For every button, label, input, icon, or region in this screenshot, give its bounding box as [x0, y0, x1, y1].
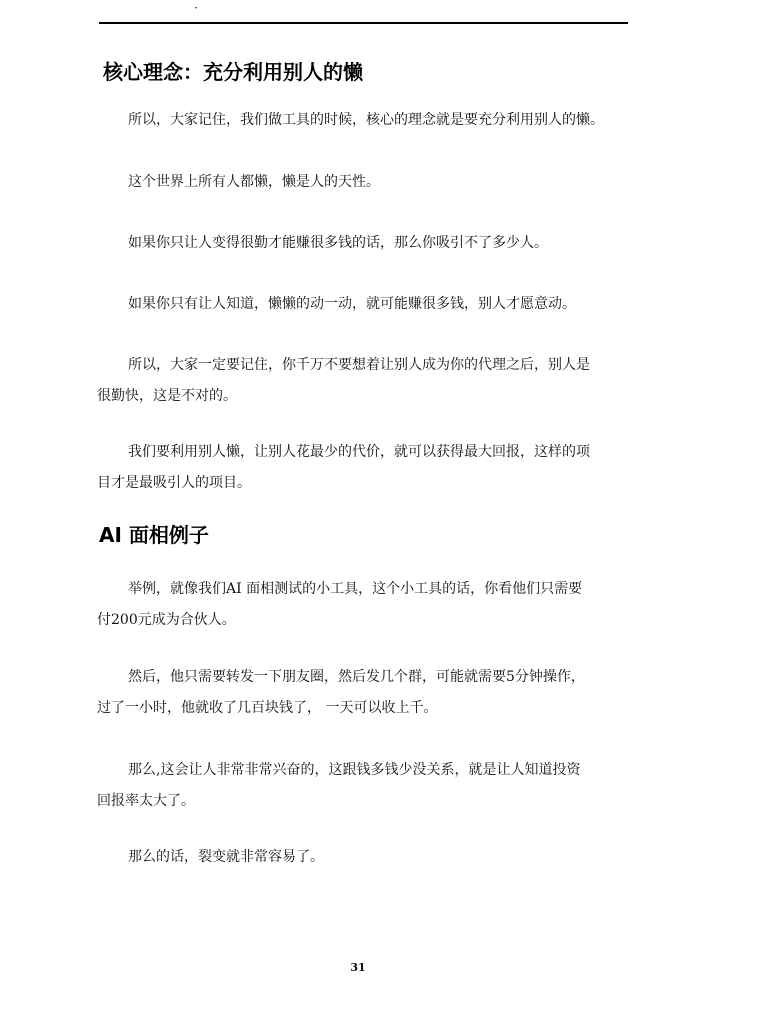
paragraph [97, 167, 630, 198]
paragraph-line: 这个世界上所有人都懒，懒是人的天性。 [128, 174, 380, 190]
paragraph-line: 如果你只让人变得很勤才能赚很多钱的话，那么你吸引不了多少人。 [128, 235, 548, 251]
paragraph-line: 过了一小时，他就收了几百块钱了， 一天可以收上千。 [97, 700, 438, 716]
paragraph [97, 842, 630, 873]
paragraph-line: 那么,这会让人非常非常兴奋的，这跟钱多钱少没关系，就是让人知道投资 [128, 762, 581, 778]
paragraph [97, 437, 630, 499]
section-heading-ai-example: AI 面相例子 [99, 523, 209, 547]
paragraph-line: 然后，他只需要转发一下朋友圈，然后发几个群，可能就需要5分钟操作， [128, 669, 585, 685]
paragraph [97, 662, 630, 724]
paragraph-line: 那么的话，裂变就非常容易了。 [128, 849, 324, 865]
paragraph-line: 举例，就像我们AI 面相测试的小工具，这个小工具的话，你看他们只需要 [128, 581, 583, 597]
paragraph-line: 我们要利用别人懒，让别人花最少的代价，就可以获得最大回报，这样的项 [128, 444, 590, 460]
paragraph [97, 755, 630, 817]
paragraph [97, 350, 630, 412]
header-rule [99, 22, 628, 24]
section-heading-core-concept: 核心理念：充分利用别人的懒 [103, 60, 363, 84]
paragraph [97, 228, 630, 259]
paragraph-line: 付200元成为合伙人。 [97, 612, 236, 628]
header-dot: · [194, 1, 198, 15]
page-number: 31 [350, 961, 366, 974]
paragraph [97, 574, 630, 636]
paragraph-line: 很勤快，这是不对的。 [97, 388, 237, 404]
paragraph-line: 所以，大家一定要记住，你千万不要想着让别人成为你的代理之后，别人是 [128, 357, 590, 373]
paragraph [97, 289, 630, 320]
paragraph [97, 105, 630, 136]
paragraph-line: 目才是最吸引人的项目。 [97, 475, 251, 491]
paragraph-line: 所以，大家记住，我们做工具的时候，核心的理念就是要充分利用别人的懒。 [128, 112, 604, 128]
paragraph-line: 如果你只有让人知道，懒懒的动一动，就可能赚很多钱，别人才愿意动。 [128, 296, 576, 312]
paragraph-line: 回报率太大了。 [97, 793, 195, 809]
